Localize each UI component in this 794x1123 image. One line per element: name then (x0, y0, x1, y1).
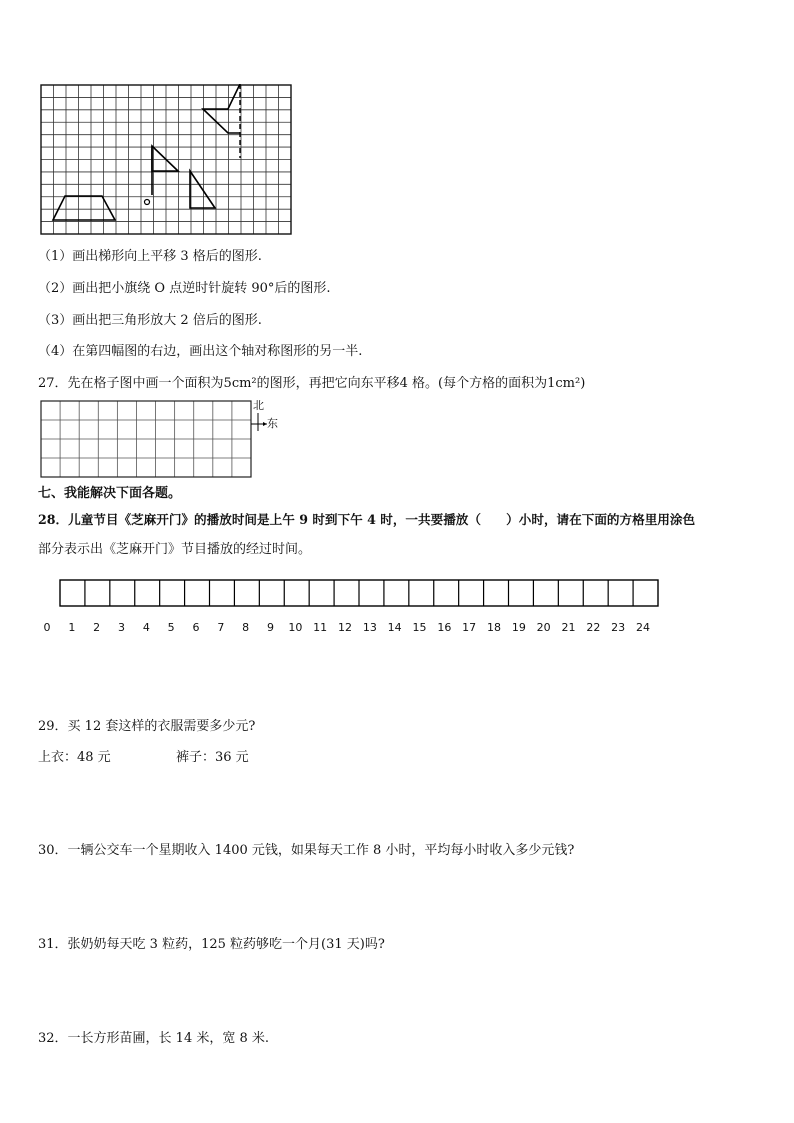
timeline-tick-label: 15 (412, 621, 427, 634)
section-7-title: 七、我能解决下面各题。 (38, 486, 182, 501)
timeline-tick-label: 7 (217, 621, 225, 634)
timeline-tick-label: 18 (487, 621, 501, 634)
q32-text: 32．一长方形苗圃，长 14 米，宽 8 米. (38, 1031, 270, 1046)
triangle-shape (190, 171, 215, 208)
q26-part-3: （3）画出把三角形放大 2 倍后的图形. (38, 313, 262, 328)
q26-part-1: （1）画出梯形向上平移 3 格后的图形. (38, 249, 262, 264)
east-label: 东 (267, 417, 278, 430)
q28-line-2: 部分表示出《芝麻开门》节目播放的经过时间。 (38, 542, 312, 557)
timeline-tick-label: 12 (338, 621, 352, 634)
q27-text: 27．先在格子图中画一个面积为5cm²的图形，再把它向东平移4 格。(每个方格的面积为1cm²) (38, 376, 586, 391)
q26-part-4: （4）在第四幅图的右边，画出这个轴对称图形的另一半. (38, 344, 363, 359)
q31-text: 31．张奶奶每天吃 3 粒药，125 粒药够吃一个月(31 天)吗? (38, 937, 385, 952)
timeline-tick-label: 0 (43, 621, 51, 634)
timeline-tick-label: 21 (561, 621, 576, 634)
timeline-tick-label: 19 (511, 621, 526, 634)
timeline-tick-label: 6 (192, 621, 200, 634)
q26-part-2: （2）画出把小旗绕 O 点逆时针旋转 90°后的图形. (38, 281, 331, 296)
timeline-tick-label: 16 (437, 621, 452, 634)
timeline-tick-label: 1 (68, 621, 76, 634)
q29-pants-price: 裤子：36 元 (176, 750, 249, 765)
timeline-tick-label: 4 (142, 621, 150, 634)
q26-grid-figure (40, 84, 292, 236)
timeline-tick-label: 8 (242, 621, 250, 634)
timeline-tick-label: 10 (288, 621, 303, 634)
timeline-tick-label: 20 (536, 621, 551, 634)
timeline-tick-label: 14 (387, 621, 402, 634)
q27-grid (40, 400, 252, 478)
symmetric-half-shape (203, 84, 240, 133)
timeline-tick-label: 9 (267, 621, 274, 634)
timeline-tick-label: 2 (93, 621, 101, 634)
q29-jacket-price: 上衣：48 元 (38, 750, 111, 765)
q28-line-1: 28．儿童节目《芝麻开门》的播放时间是上午 9 时到下午 4 时，一共要播放（ ）小时，请在下面的方格里用涂色 (38, 512, 696, 527)
q28-timeline-boxes (58, 578, 660, 608)
timeline-tick-label: 11 (313, 621, 328, 634)
timeline-tick-label: 3 (118, 621, 125, 634)
trapezoid-shape (53, 196, 115, 220)
q30-text: 30．一辆公交车一个星期收入 1400 元钱，如果每天工作 8 小时，平均每小时收入多少元钱? (38, 843, 575, 858)
north-label: 北 (253, 399, 264, 412)
timeline-tick-label: 13 (362, 621, 377, 634)
timeline-tick-label: 5 (167, 621, 175, 634)
q29-text: 29．买 12 套这样的衣服需要多少元? (38, 719, 256, 734)
timeline-tick-label: 23 (611, 621, 626, 634)
timeline-tick-label: 24 (636, 621, 650, 634)
flag-shape (152, 146, 178, 195)
timeline-tick-label: 22 (586, 621, 601, 634)
point-o (145, 200, 150, 205)
timeline-tick-label: 17 (462, 621, 477, 634)
